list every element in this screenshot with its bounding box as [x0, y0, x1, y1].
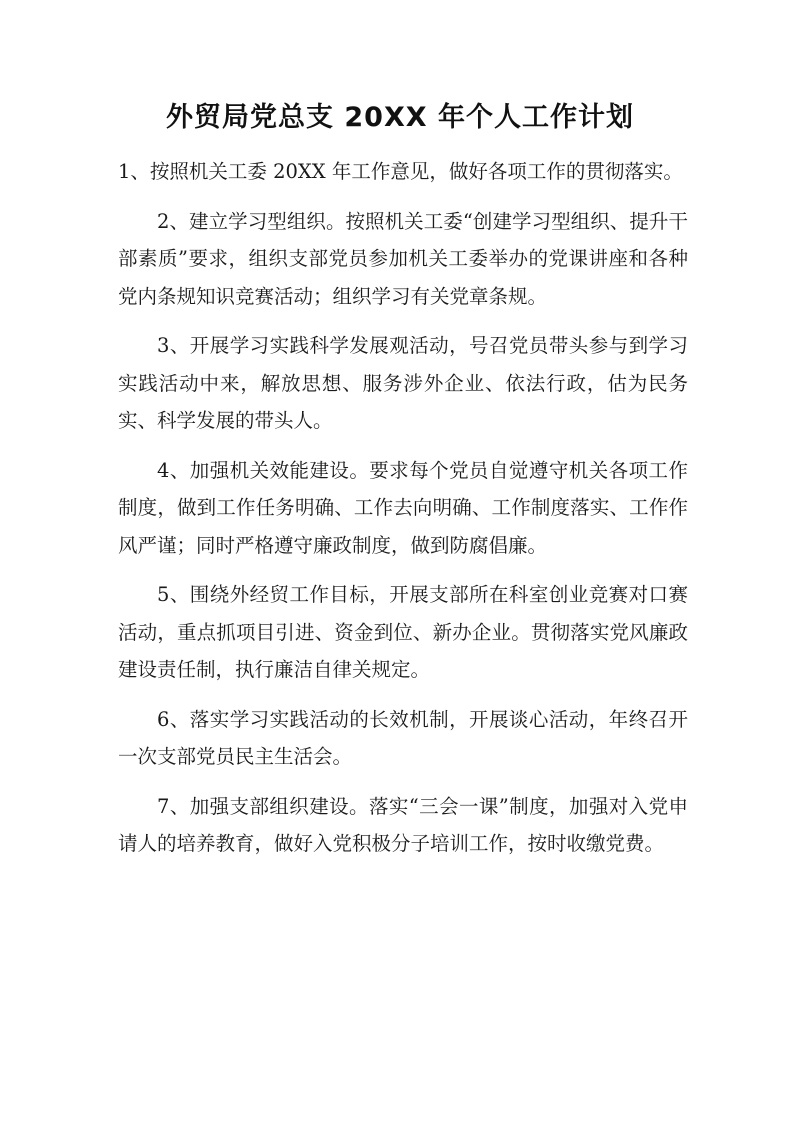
paragraph-item-7: 7、加强支部组织建设。落实“三会一课”制度，加强对入党申请人的培养教育，做好入党积极分子培训工作，按时收缴党费。 [118, 794, 688, 855]
paragraph-item-5: 5、围绕外经贸工作目标，开展支部所在科室创业竞赛对口赛活动，重点抓项目引进、资金到位、新办企业。贯彻落实党风廉政建设责任制，执行廉洁自律关规定。 [118, 583, 688, 681]
paragraph-item-2: 2、建立学习型组织。按照机关工委“创建学习型组织、提升干部素质”要求，组织支部党员参加机关工委举办的党课讲座和各种党内条规知识竞赛活动；组织学习有关党章条规。 [118, 209, 688, 308]
paragraph-item-4: 4、加强机关效能建设。要求每个党员自觉遵守机关各项工作制度，做到工作任务明确、工作去向明确、工作制度落实、工作作风严谨；同时严格遵守廉政制度，做到防腐倡廉。 [118, 458, 688, 557]
paragraph-item-1: 1、按照机关工委 20XX 年工作意见，做好各项工作的贯彻落实。 [118, 160, 683, 183]
document-body [118, 153, 688, 875]
paragraph-item-6: 6、落实学习实践活动的长效机制，开展谈心活动，年终召开一次支部党员民主生活会。 [118, 707, 688, 768]
document-title: 外贸局党总支 20XX 年个人工作计划 [165, 102, 634, 133]
paragraph-item-3: 3、开展学习实践科学发展观活动，号召党员带头参与到学习实践活动中来，解放思想、服务涉外企业、依法行政，估为民务实、科学发展的带头人。 [118, 334, 688, 432]
